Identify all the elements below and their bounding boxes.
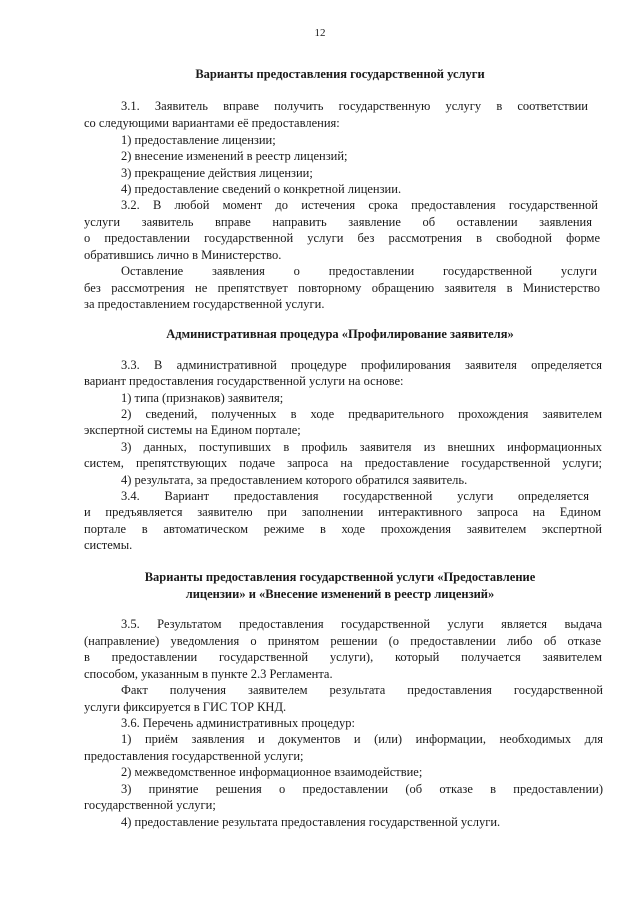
paragraph-line: за предоставлением государственной услуги. — [84, 297, 325, 311]
paragraph-line: в предоставлении государственной услуги), который получается заявителем — [84, 650, 602, 664]
list-item: 2) внесение изменений в реестр лицензий; — [121, 149, 348, 163]
section-heading-license-variants-line1: Варианты предоставления государственной услуги «Предоставление — [144, 570, 536, 584]
paragraph-line: Факт получения заявителем результата предоставления государственной — [121, 683, 603, 697]
list-item: 2) сведений, полученных в ходе предварительного прохождения заявителем — [121, 407, 602, 421]
paragraph-line: 3.2. В любой момент до истечения срока предоставления государственной — [121, 198, 598, 212]
list-item: 4) результата, за предоставлением которого обратился заявитель. — [121, 473, 468, 487]
paragraph-line: (направление) уведомления о принятом решении (о предоставлении либо об отказе — [84, 634, 601, 648]
section-heading-profiling: Административная процедура «Профилирование заявителя» — [166, 327, 514, 341]
paragraph-line: вариант предоставления государственной услуги на основе: — [84, 374, 404, 388]
list-item: 3) принятие решения о предоставлении (об отказе в предоставлении) — [121, 782, 603, 796]
list-item: 1) приём заявления и документов и (или) информации, необходимых для — [121, 732, 603, 746]
section-heading-variants: Варианты предоставления государственной услуги — [195, 67, 485, 81]
list-item: 1) предоставление лицензии; — [121, 133, 276, 147]
paragraph-line: 3.1. Заявитель вправе получить государственную услугу в соответствии — [121, 99, 588, 113]
list-item: 2) межведомственное информационное взаимодействие; — [121, 765, 423, 779]
paragraph-line: государственной услуги; — [84, 798, 216, 812]
paragraph-line: экспертной системы на Едином портале; — [84, 423, 301, 437]
paragraph-line: систем, препятствующих подаче запроса на предоставление государственной услуги; — [84, 456, 602, 470]
page-number: 12 — [314, 27, 326, 39]
paragraph-line: Оставление заявления о предоставлении государственной услуги — [121, 264, 597, 278]
paragraph-line: 3.3. В административной процедуре профилирования заявителя определяется — [121, 358, 602, 372]
paragraph-line: предоставления государственной услуги; — [84, 749, 304, 763]
list-item: 1) типа (признаков) заявителя; — [121, 391, 284, 405]
paragraph-line: 3.5. Результатом предоставления государственной услуги является выдача — [121, 617, 602, 631]
list-item: 4) предоставление результата предоставления государственной услуги. — [121, 815, 501, 829]
paragraph-line: портале в автоматическом режиме в ходе прохождения заявителем экспертной — [84, 522, 602, 536]
paragraph-line: 3.4. Вариант предоставления государственной услуги определяется — [121, 489, 589, 503]
paragraph-line: системы. — [84, 538, 133, 552]
paragraph-line: со следующими вариантами её предоставления: — [84, 116, 340, 130]
paragraph-line: обратившись лично в Министерство. — [84, 248, 282, 262]
paragraph-line: и предъявляется заявителю при заполнении интерактивного запроса на Едином — [84, 505, 601, 519]
list-item: 4) предоставление сведений о конкретной лицензии. — [121, 182, 402, 196]
paragraph-line: способом, указанным в пункте 2.3 Регламента. — [84, 667, 333, 681]
list-item: 3) прекращение действия лицензии; — [121, 166, 313, 180]
paragraph-line: о предоставлении государственной услуги без рассмотрения в свободной форме — [84, 231, 600, 245]
paragraph-line: 3.6. Перечень административных процедур: — [121, 716, 355, 730]
paragraph-line: без рассмотрения не препятствует повторному обращению заявителя в Министерство — [84, 281, 600, 295]
list-item: 3) данных, поступивших в профиль заявителя из внешних информационных — [121, 440, 602, 454]
paragraph-line: услуги заявитель вправе направить заявление об оставлении заявления — [84, 215, 592, 229]
paragraph-line: услуги фиксируется в ГИС ТОР КНД. — [84, 700, 287, 714]
section-heading-license-variants-line2: лицензии» и «Внесение изменений в реестр лицензий» — [185, 587, 495, 601]
